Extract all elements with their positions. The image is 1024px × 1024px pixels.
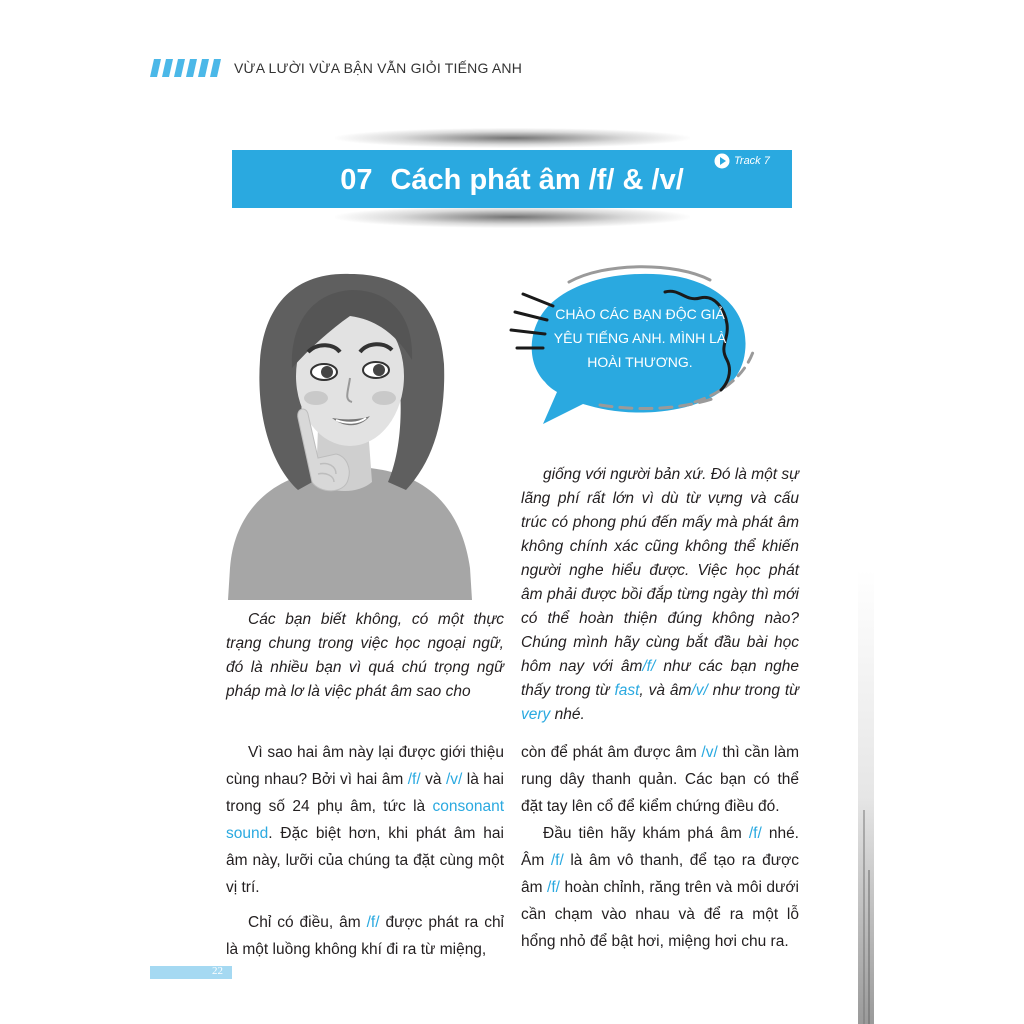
phoneme-v: /v/ bbox=[445, 771, 463, 788]
body-left-column bbox=[226, 739, 504, 963]
text-run: còn để phát âm được âm bbox=[521, 744, 702, 761]
intro-text-left bbox=[226, 608, 504, 704]
phoneme-f: /f/ bbox=[366, 914, 380, 931]
banner-shadow-top bbox=[335, 128, 690, 148]
text-run: Đầu tiên hãy khám phá âm bbox=[543, 825, 749, 842]
intro-right-part5: nhé. bbox=[550, 706, 585, 723]
text-run: được phát ra chỉ là một luồng không khí đi ra từ miệng, bbox=[226, 914, 505, 958]
text-run: hoàn chỉnh, răng trên và môi dưới cần chạm vào nhau và để ra một lỗ hổng nhỏ để bật hơi, miệng hơi chu ra. bbox=[521, 879, 800, 950]
body-right-paragraph-1 bbox=[521, 739, 799, 820]
body-right-column bbox=[521, 739, 799, 955]
phoneme-f: /f/ bbox=[550, 852, 564, 869]
lesson-title bbox=[232, 150, 792, 208]
text-run: và bbox=[420, 771, 446, 788]
phoneme-v: /v/ bbox=[691, 682, 708, 699]
track-label: Track 7 bbox=[734, 155, 770, 167]
audio-track[interactable] bbox=[714, 152, 770, 170]
body-right-paragraph-2 bbox=[521, 820, 799, 955]
phoneme-f: /f/ bbox=[642, 658, 656, 675]
text-run: là hai trong số 24 phụ âm, tức là bbox=[226, 771, 504, 815]
banner-shadow-bottom bbox=[335, 206, 690, 228]
phoneme-v: /v/ bbox=[701, 744, 718, 761]
page-number: 22 bbox=[212, 965, 223, 977]
intro-right-part3: , và âm bbox=[639, 682, 692, 699]
body-left-paragraph-2 bbox=[226, 909, 504, 963]
intro-right-part2: như các bạn nghe thấy trong từ bbox=[521, 658, 799, 699]
term-consonant-sound: consonant sound bbox=[226, 798, 504, 842]
example-word-fast: fast bbox=[614, 682, 640, 699]
text-run: là âm vô thanh, để tạo ra được âm bbox=[521, 852, 799, 896]
intro-text-right bbox=[521, 463, 799, 727]
text-run: . Đặc biệt hơn, khi phát âm hai âm này, lưỡi của chúng ta đặt cùng một vị trí. bbox=[226, 825, 504, 896]
body-left-paragraph-1 bbox=[226, 739, 504, 901]
phoneme-f: /f/ bbox=[547, 879, 560, 896]
example-word-very: very bbox=[521, 706, 551, 723]
speech-bubble-text: CHÀO CÁC BẠN ĐỘC GIẢ YÊU TIẾNG ANH. MÌNH LÀ HOÀI THƯƠNG. bbox=[553, 306, 727, 370]
phoneme-f: /f/ bbox=[407, 771, 421, 788]
woman-illustration bbox=[220, 268, 480, 600]
intro-right-part4: như trong từ bbox=[707, 682, 799, 699]
play-icon[interactable] bbox=[714, 153, 730, 169]
lesson-number: 07 bbox=[340, 164, 373, 196]
text-run: Vì sao hai âm này lại được giới thiệu cùng nhau? Bởi vì hai âm bbox=[226, 744, 504, 788]
page-edge-shadow bbox=[858, 570, 874, 1024]
text-run: nhé. Âm bbox=[521, 825, 799, 869]
lesson-title-text: Cách phát âm /f/ & /v/ bbox=[390, 164, 684, 196]
text-run: thì cần làm rung dây thanh quản. Các bạn có thể đặt tay lên cổ để kiểm chứng điều đó. bbox=[521, 744, 799, 815]
text-run: Chỉ có điều, âm bbox=[248, 914, 367, 931]
running-header-title: VỪA LƯỜI VỪA BẬN VẪN GIỎI TIẾNG ANH bbox=[234, 60, 523, 76]
phoneme-f: /f/ bbox=[748, 825, 762, 842]
intro-right-part1: giống với người bản xứ. Đó là một sự lãng phí rất lớn vì dù từ vựng và cấu trúc có phong phú đến mấy mà phát âm không chính xác cũng không thể khiến người nghe hiểu được. Việc học phát âm phải được bồi đắp từng ngày thì mới có thể hoàn thiện đúng không nào? Chúng mình hãy cùng bắt đầu bài học hôm nay với âm bbox=[521, 466, 799, 675]
header-stripes-decoration bbox=[150, 59, 224, 77]
intro-left-paragraph: Các bạn biết không, có một thực trạng chung trong việc học ngoại ngữ, đó là nhiều bạn vì quá chú trọng ngữ pháp mà lơ là việc phát âm sao cho bbox=[226, 611, 504, 700]
